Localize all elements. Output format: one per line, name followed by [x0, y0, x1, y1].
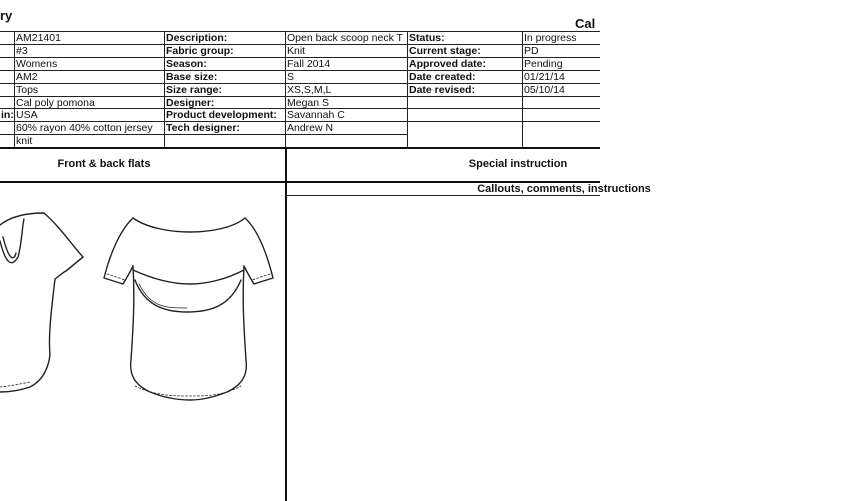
spec-value-status: In progress: [524, 32, 577, 44]
spec-label-current-stage: Current stage:: [409, 45, 481, 57]
spec-value-code: AM2: [16, 71, 38, 83]
section-vertical-divider: [285, 149, 287, 501]
spec-label-origin-edge: in:: [1, 109, 14, 121]
spec-value-date-created: 01/21/14: [524, 71, 565, 83]
special-instruction-title: Special instruction: [468, 158, 568, 170]
spec-label-date-created: Date created:: [409, 71, 476, 83]
spec-label-designer: Designer:: [166, 97, 215, 109]
page-title-right: Cal: [575, 16, 596, 31]
spec-value-current-stage: PD: [524, 45, 539, 57]
spec-value-season: Fall 2014: [287, 58, 331, 70]
table-bottom-border: [0, 147, 600, 149]
spec-value-fabric-line1: 60% rayon 40% cotton jersey: [16, 122, 153, 134]
spec-value-company: Cal poly pomona: [16, 97, 95, 109]
spec-label-base-size: Base size:: [166, 71, 218, 83]
spec-label-size-range: Size range:: [166, 84, 223, 96]
spec-label-date-revised: Date revised:: [409, 84, 475, 96]
back-flat-drawing: [95, 210, 285, 420]
spec-value-style-number: AM21401: [16, 32, 61, 44]
spec-label-fabric-group: Fabric group:: [166, 45, 234, 57]
spec-label-status: Status:: [409, 32, 445, 44]
spec-value-product-development: Savannah C: [287, 109, 345, 121]
callouts-title: Callouts, comments, instructions: [477, 183, 651, 195]
spec-value-category: Tops: [16, 84, 39, 96]
spec-label-product-development: Product development:: [166, 109, 277, 121]
spec-value-designer: Megan S: [287, 97, 330, 109]
spec-value-tech-designer: Andrew N: [287, 122, 334, 134]
spec-value-origin: USA: [16, 109, 38, 121]
callouts-divider: [286, 195, 600, 196]
spec-value-fabric-group: Knit: [287, 45, 306, 57]
spec-value-approved-date: Pending: [524, 58, 563, 70]
spec-label-description: Description:: [166, 32, 228, 44]
page-title-left: ry: [0, 8, 13, 23]
spec-label-season: Season:: [166, 58, 207, 70]
spec-label-approved-date: Approved date:: [409, 58, 487, 70]
spec-value-base-size: S: [287, 71, 295, 83]
spec-value-size-range: XS,S,M,L: [287, 84, 332, 96]
spec-value-date-revised: 05/10/14: [524, 84, 565, 96]
spec-value-description: Open back scoop neck T: [287, 32, 403, 44]
spec-value-fabric-line2: knit: [16, 135, 33, 147]
spec-value-division: Womens: [16, 58, 58, 70]
flats-section-title: Front & back flats: [57, 158, 151, 170]
spec-value-group: #3: [16, 45, 28, 57]
spec-label-tech-designer: Tech designer:: [166, 122, 240, 134]
